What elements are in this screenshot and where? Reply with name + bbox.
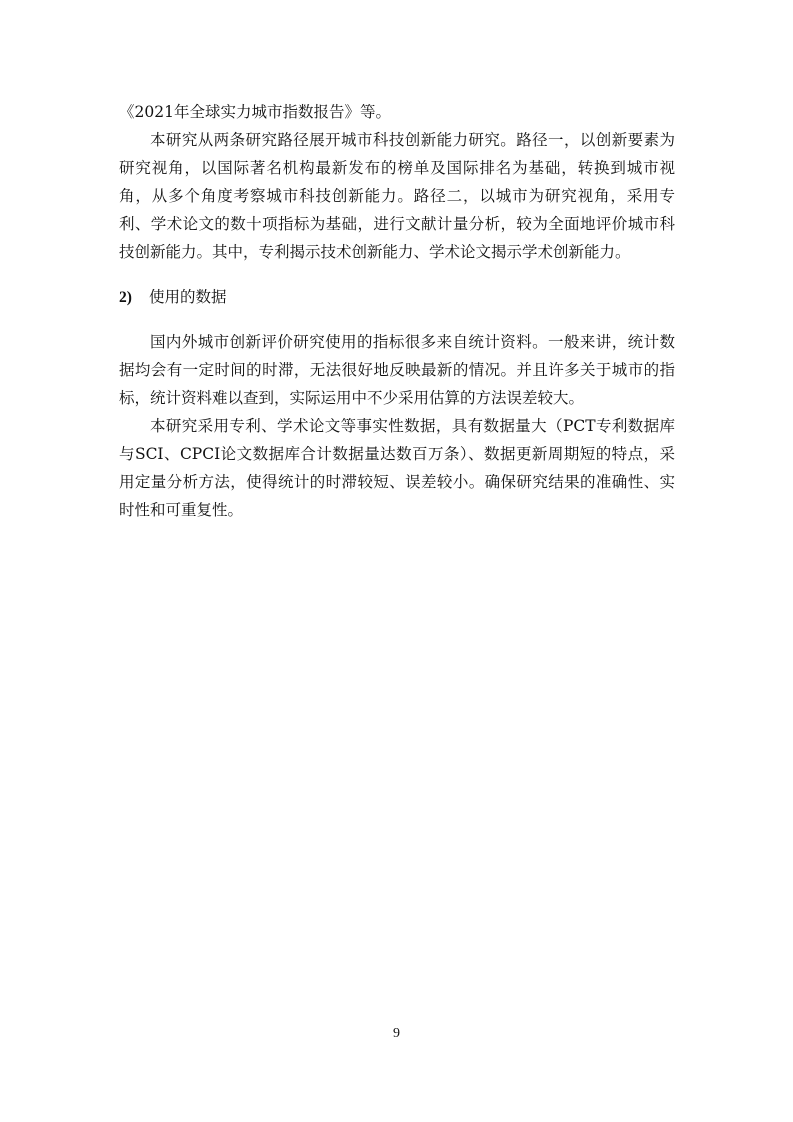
paragraph-research-paths: 本研究从两条研究路径展开城市科技创新能力研究。路径一，以创新要素为研究视角，以国际著名机构最新发布的榜单及国际排名为基础，转换到城市视角，从多个角度考察城市科技创新能力。路径二，以城市为研究视角，采用专利、学术论文的数十项指标为基础，进行文献计量分析，较为全面地评价城市科技创新能力。其中，专利揭示技术创新能力、学术论文揭示学术创新能力。 (119, 131, 675, 261)
paragraph-factual-data: 本研究采用专利、学术论文等事实性数据，具有数据量大（PCT专利数据库与SCI、CPCI论文数据库合计数据量达数百万条）、数据更新周期短的特点，采用定量分析方法，使得统计的时滞较短、误差较小。确保研究结果的准确性、实时性和可重复性。 (119, 417, 675, 519)
section-title: 使用的数据 (149, 288, 227, 306)
page-body (119, 98, 675, 524)
section-heading (119, 283, 675, 312)
paragraph-continuation: 《2021年全球实力城市指数报告》等。 (119, 103, 391, 121)
paragraph-statistics: 国内外城市创新评价研究使用的指标很多来自统计资料。一般来讲，统计数据均会有一定时间的时滞，无法很好地反映最新的情况。并且许多关于城市的指标，统计资料难以查到，实际运用中不少采用估算的方法误差较大。 (119, 333, 675, 407)
page-number: 9 (393, 1026, 400, 1041)
section-number: 2) (119, 289, 132, 306)
